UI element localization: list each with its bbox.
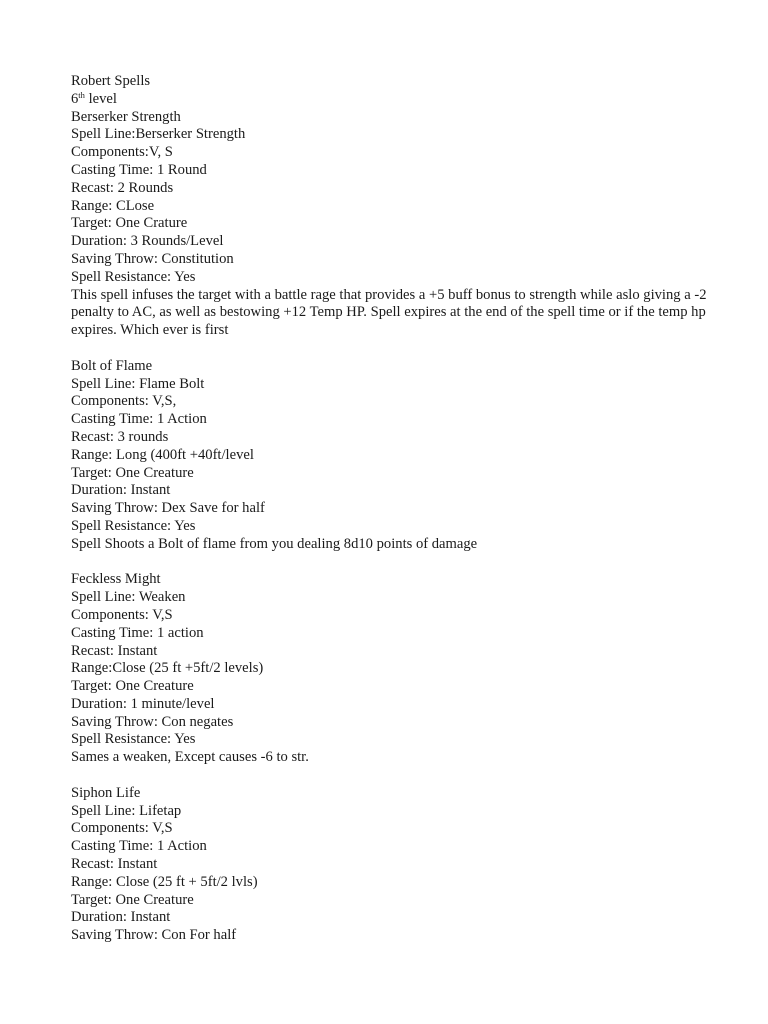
spell-resistance: Spell Resistance: Yes (71, 268, 196, 285)
spell-block-bolt-of-flame (71, 358, 711, 554)
spell-saving-throw: Saving Throw: Con negates (71, 713, 234, 730)
spacer (71, 340, 711, 358)
spell-recast: Recast: 3 rounds (71, 428, 169, 445)
spell-name: Feckless Might (71, 571, 161, 588)
spell-block-feckless-might (71, 571, 711, 767)
spell-line: Spell Line: Weaken (71, 589, 186, 606)
spell-name: Siphon Life (71, 784, 141, 801)
spell-level-heading (71, 91, 711, 109)
spell-target: Target: One Creature (71, 464, 194, 481)
document-title: Robert Spells (71, 73, 151, 89)
spell-saving-throw: Saving Throw: Constitution (71, 250, 234, 267)
spell-block-berserker-strength (71, 109, 711, 340)
spell-components: Components: V,S, (71, 393, 177, 410)
spell-saving-throw: Saving Throw: Dex Save for half (71, 500, 265, 517)
spell-target: Target: One Creature (71, 678, 194, 695)
spell-saving-throw: Saving Throw: Con For half (71, 927, 237, 944)
spell-target: Target: One Crature (71, 215, 188, 232)
spell-resistance: Spell Resistance: Yes (71, 731, 196, 748)
spell-components: Components: V,S (71, 606, 173, 623)
spell-line: Spell Line: Lifetap (71, 802, 182, 819)
level-number: 6 (71, 90, 79, 107)
spell-duration: Duration: 3 Rounds/Level (71, 233, 224, 250)
spell-resistance: Spell Resistance: Yes (71, 517, 196, 534)
spell-range: Range: CLose (71, 197, 155, 214)
spell-recast: Recast: Instant (71, 642, 158, 659)
spell-description: Sames a weaken, Except causes -6 to str. (71, 749, 309, 766)
spell-description: This spell infuses the target with a battle rage that provides a +5 buff bonus to strength while aslo giving a -2 penalty to AC, as well as bestowing +12 Temp HP. Spell expires at the end of the spell time or if the temp hp expires. Which ever is first (71, 286, 707, 339)
spell-line: Spell Line:Berserker Strength (71, 126, 246, 143)
spell-recast: Recast: 2 Rounds (71, 179, 174, 196)
spell-components: Components: V,S (71, 820, 173, 837)
spell-name: Bolt of Flame (71, 357, 153, 374)
spell-range: Range: Long (400ft +40ft/level (71, 446, 254, 463)
spell-casting-time: Casting Time: 1 Round (71, 161, 207, 178)
spell-duration: Duration: 1 minute/level (71, 695, 215, 712)
spell-recast: Recast: Instant (71, 856, 158, 873)
spell-casting-time: Casting Time: 1 action (71, 624, 204, 641)
spell-casting-time: Casting Time: 1 Action (71, 411, 207, 428)
spell-line: Spell Line: Flame Bolt (71, 375, 205, 392)
spacer (71, 767, 711, 785)
level-suffix: th (78, 89, 85, 100)
spacer (71, 554, 711, 572)
spell-duration: Duration: Instant (71, 482, 171, 499)
spell-range: Range: Close (25 ft + 5ft/2 lvls) (71, 873, 258, 890)
level-word: level (84, 90, 117, 107)
spell-block-siphon-life (71, 785, 711, 945)
spell-name: Berserker Strength (71, 108, 181, 125)
spell-description: Spell Shoots a Bolt of flame from you dealing 8d10 points of damage (71, 535, 478, 552)
spell-target: Target: One Creature (71, 891, 194, 908)
spell-components: Components:V, S (71, 144, 173, 161)
spell-casting-time: Casting Time: 1 Action (71, 838, 207, 855)
spell-duration: Duration: Instant (71, 909, 171, 926)
document-page (71, 73, 711, 945)
spell-range: Range:Close (25 ft +5ft/2 levels) (71, 660, 264, 677)
